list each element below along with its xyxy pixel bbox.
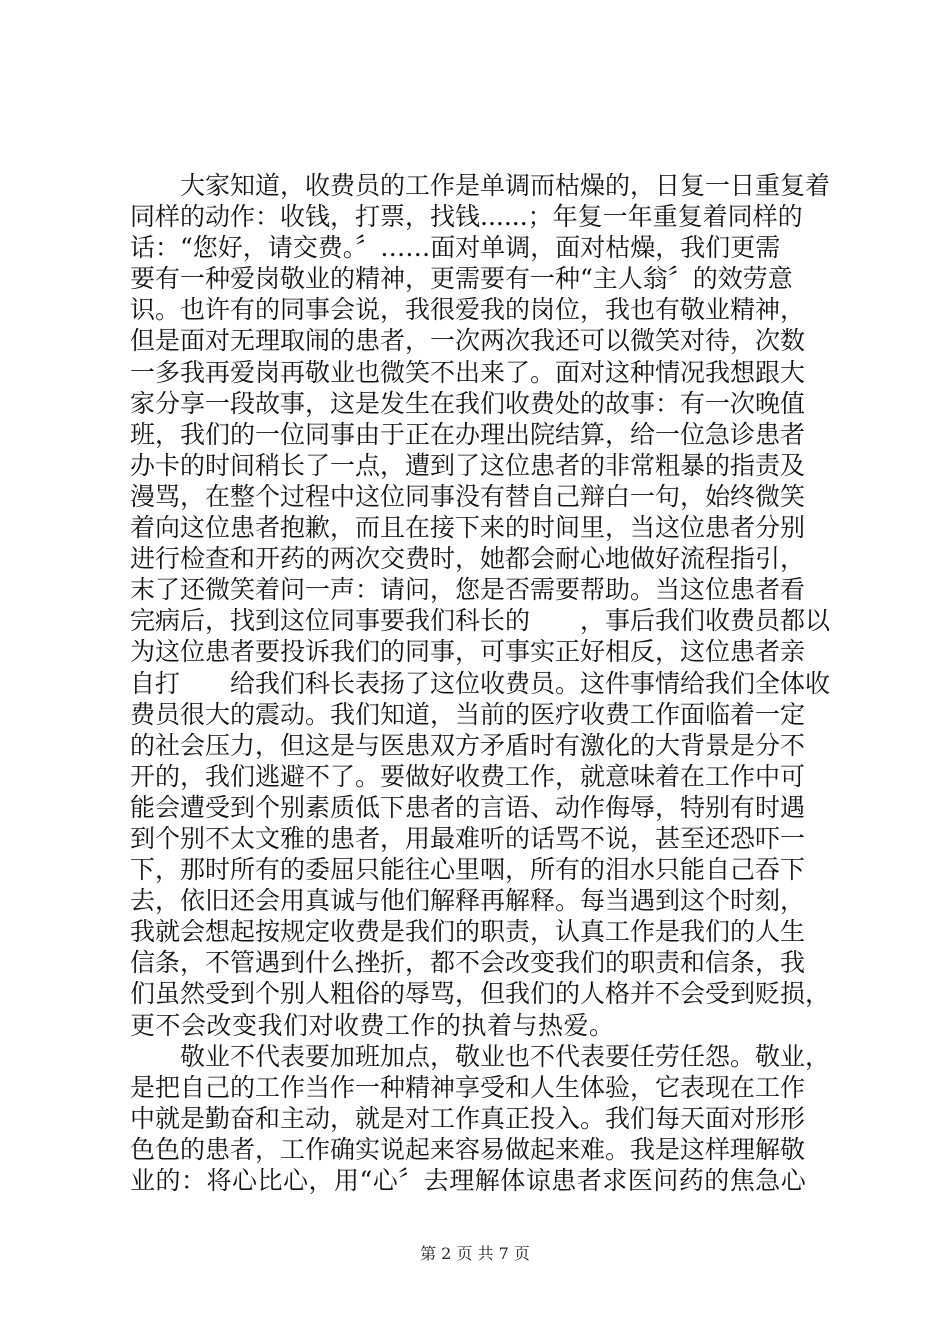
text-line: 要有一种爱岗敬业的精神，更需要有一种“主人翁〞的效劳意 (130, 264, 793, 294)
text-line: 我就会想起按规定收费是我们的职责，认真工作是我们的人生 (130, 917, 806, 947)
text-line: 们虽然受到个别人粗俗的辱骂，但我们的人格并不会受到贬损， (130, 979, 831, 1009)
text-line: 到个别不太文雅的患者，用最难听的话骂不说，甚至还恐吓一 (130, 823, 806, 853)
text-line: 一多我再爱岗再敬业也微笑不出来了。面对这种情况我想跟大 (130, 357, 806, 387)
text-line: 班，我们的一位同事由于正在办理出院结算，给一位急诊患者 (130, 419, 806, 449)
text-line: 同样的动作：收钱，打票，找钱......；年复一年重复着同样的 (130, 202, 803, 232)
text-line: 更不会改变我们对收费工作的执着与热爱。 (130, 1010, 615, 1040)
text-line: 进行检查和开药的两次交费时，她都会耐心地做好流程指引， (130, 544, 806, 574)
text-line: 为这位患者要投诉我们的同事，可事实正好相反，这位患者亲 (130, 637, 806, 667)
body-text (130, 170, 836, 1196)
text-line: 是把自己的工作当作一种精神享受和人生体验，它表现在工作 (130, 1072, 806, 1102)
text-line: 末了还微笑着问一声：请问，您是否需要帮助。当这位患者看 (130, 575, 806, 605)
text-line: 开的，我们逃避不了。要做好收费工作，就意味着在工作中可 (130, 761, 806, 791)
page-footer: 第 2 页 共 7 页 (420, 1244, 530, 1263)
text-line: 中就是勤奋和主动，就是对工作真正投入。我们每天面对形形 (130, 1103, 806, 1133)
text-line: 敬业不代表要加班加点，敬业也不代表要任劳任怨。敬业， (130, 1041, 831, 1071)
text-line: 费员很大的震动。我们知道，当前的医疗收费工作面临着一定 (130, 699, 806, 729)
text-line: 但是面对无理取闹的患者，一次两次我还可以微笑对待，次数 (130, 326, 806, 356)
text-line: 业的：将心比心，用“心〞去理解体谅患者求医问药的焦急心 (130, 1166, 807, 1195)
text-line: 信条，不管遇到什么挫折，都不会改变我们的职责和信条，我 (130, 948, 806, 978)
text-line: 大家知道，收费员的工作是单调而枯燥的，日复一日重复着 (130, 171, 831, 200)
text-line: 自打 给我们科长表扬了这位收费员。这件事情给我们全体收 (130, 668, 831, 698)
text-line: 着向这位患者抱歉，而且在接下来的时间里，当这位患者分别 (130, 513, 806, 543)
text-line: 办卡的时间稍长了一点，遭到了这位患者的非常粗暴的指责及 (130, 450, 806, 480)
text-line: 家分享一段故事，这是发生在我们收费处的故事：有一次晚值 (130, 388, 806, 418)
text-line: 能会遭受到个别素质低下患者的言语、动作侮辱，特别有时遇 (130, 792, 806, 822)
text-line: 的社会压力，但这是与医患双方矛盾时有激化的大背景是分不 (130, 730, 806, 760)
text-line: 话：“您好，请交费。〞……面对单调，面对枯燥，我们更需 (130, 233, 781, 263)
text-line: 色色的患者，工作确实说起来容易做起来难。我是这样理解敬 (130, 1134, 806, 1164)
text-line: 去，依旧还会用真诚与他们解释再解释。每当遇到这个时刻， (130, 886, 806, 916)
text-line: 完病后，找到这位同事要我们科长的 ，事后我们收费员都以 (130, 606, 831, 636)
text-line: 识。也许有的同事会说，我很爱我的岗位，我也有敬业精神， (130, 295, 806, 325)
text-line: 漫骂，在整个过程中这位同事没有替自己辩白一句，始终微笑 (130, 481, 806, 511)
text-line: 下，那时所有的委屈只能往心里咽，所有的泪水只能自己吞下 (130, 855, 806, 885)
